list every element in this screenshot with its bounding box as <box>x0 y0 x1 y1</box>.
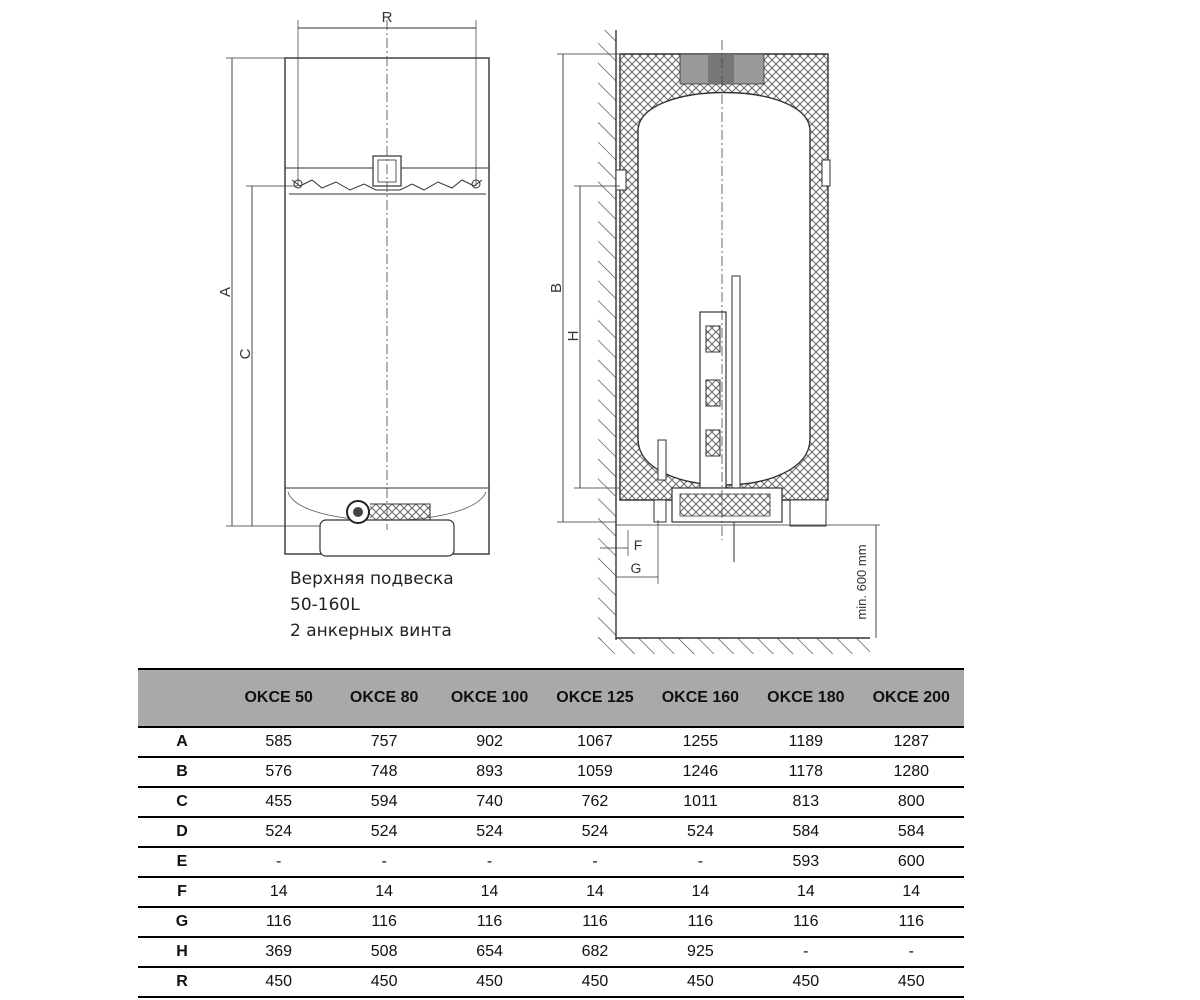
table-cell: - <box>542 847 647 877</box>
caption-line-3: 2 анкерных винта <box>290 621 452 641</box>
table-cell: 524 <box>648 817 753 847</box>
table-cell: 585 <box>226 727 331 757</box>
table-cell: 1280 <box>859 757 964 787</box>
table-row <box>138 907 964 937</box>
row-label: D <box>138 817 226 847</box>
table-cell: 116 <box>437 907 542 937</box>
table-cell: 762 <box>542 787 647 817</box>
table-cell: 893 <box>437 757 542 787</box>
table-cell: 14 <box>648 877 753 907</box>
table-cell: 455 <box>226 787 331 817</box>
dim-label-b: B <box>548 282 565 294</box>
table-cell: 116 <box>226 907 331 937</box>
table-cell: 116 <box>648 907 753 937</box>
table-row <box>138 967 964 997</box>
table-cell: 584 <box>859 817 964 847</box>
row-label: C <box>138 787 226 817</box>
table-cell: 450 <box>859 967 964 997</box>
dim-label-h: H <box>565 330 582 342</box>
table-cell: 593 <box>753 847 858 877</box>
table-cell: 450 <box>542 967 647 997</box>
table-cell: 14 <box>753 877 858 907</box>
row-label: R <box>138 967 226 997</box>
table-cell: 116 <box>859 907 964 937</box>
caption-line-2: 50-160L <box>290 595 360 615</box>
table-cell: 1255 <box>648 727 753 757</box>
side-section-view <box>548 30 880 654</box>
table-cell: 450 <box>437 967 542 997</box>
table-cell: 14 <box>437 877 542 907</box>
table-cell: 576 <box>226 757 331 787</box>
table-cell: 748 <box>331 757 436 787</box>
floor <box>598 638 870 654</box>
mounting-caption <box>290 566 454 644</box>
table-cell: 524 <box>331 817 436 847</box>
table-row <box>138 937 964 967</box>
row-label: E <box>138 847 226 877</box>
table-header-cell: OKCE 200 <box>859 669 964 727</box>
table-cell: - <box>331 847 436 877</box>
row-label: A <box>138 727 226 757</box>
table-cell: 116 <box>753 907 858 937</box>
table-cell: 14 <box>859 877 964 907</box>
table-cell: 1178 <box>753 757 858 787</box>
table-header-cell: OKCE 50 <box>226 669 331 727</box>
table-cell: 594 <box>331 787 436 817</box>
table-cell: 14 <box>542 877 647 907</box>
table-cell: 584 <box>753 817 858 847</box>
table-header-row <box>138 669 964 727</box>
table-cell: 508 <box>331 937 436 967</box>
table-header-cell: OKCE 160 <box>648 669 753 727</box>
table-cell: 116 <box>542 907 647 937</box>
table-cell: 524 <box>437 817 542 847</box>
table-cell: 813 <box>753 787 858 817</box>
table-cell: 800 <box>859 787 964 817</box>
table-cell: - <box>437 847 542 877</box>
wall <box>598 30 616 640</box>
table-cell: 450 <box>331 967 436 997</box>
table-cell: 740 <box>437 787 542 817</box>
table-cell: 1189 <box>753 727 858 757</box>
table-cell: 757 <box>331 727 436 757</box>
table-cell: 1067 <box>542 727 647 757</box>
table-row <box>138 877 964 907</box>
table-row <box>138 817 964 847</box>
front-view <box>217 9 489 556</box>
table-cell: 369 <box>226 937 331 967</box>
table-cell: - <box>753 937 858 967</box>
table-cell: 450 <box>226 967 331 997</box>
table-cell: 925 <box>648 937 753 967</box>
table-header-cell: OKCE 80 <box>331 669 436 727</box>
table-cell: 14 <box>226 877 331 907</box>
table-cell: 1287 <box>859 727 964 757</box>
row-label: F <box>138 877 226 907</box>
dim-label-a: A <box>217 286 234 298</box>
min-height-label: min. 600 mm <box>854 544 869 620</box>
table-cell: - <box>648 847 753 877</box>
table-header-cell <box>138 669 226 727</box>
table-cell: 1011 <box>648 787 753 817</box>
table-cell: - <box>226 847 331 877</box>
table-cell: 450 <box>648 967 753 997</box>
table-cell: 524 <box>542 817 647 847</box>
dim-label-f: F <box>633 537 643 553</box>
row-label: H <box>138 937 226 967</box>
table-cell: 682 <box>542 937 647 967</box>
table-cell: 524 <box>226 817 331 847</box>
table-cell: 450 <box>753 967 858 997</box>
table-header-cell: OKCE 180 <box>753 669 858 727</box>
table-cell: 14 <box>331 877 436 907</box>
table-row <box>138 757 964 787</box>
table-header-cell: OKCE 100 <box>437 669 542 727</box>
table-cell: 1059 <box>542 757 647 787</box>
table-cell: 116 <box>331 907 436 937</box>
caption-line-1: Верхняя подвеска <box>290 569 454 589</box>
table-row <box>138 727 964 757</box>
dim-label-r: R <box>381 9 393 26</box>
table-cell: 654 <box>437 937 542 967</box>
dim-label-c: C <box>237 348 254 360</box>
dimensions-table <box>138 668 964 998</box>
table-cell: 600 <box>859 847 964 877</box>
table-header-cell: OKCE 125 <box>542 669 647 727</box>
table-cell: 902 <box>437 727 542 757</box>
table-row <box>138 847 964 877</box>
row-label: B <box>138 757 226 787</box>
table-row <box>138 787 964 817</box>
table-cell: 1246 <box>648 757 753 787</box>
table-cell: - <box>859 937 964 967</box>
dim-label-g: G <box>630 560 642 576</box>
row-label: G <box>138 907 226 937</box>
